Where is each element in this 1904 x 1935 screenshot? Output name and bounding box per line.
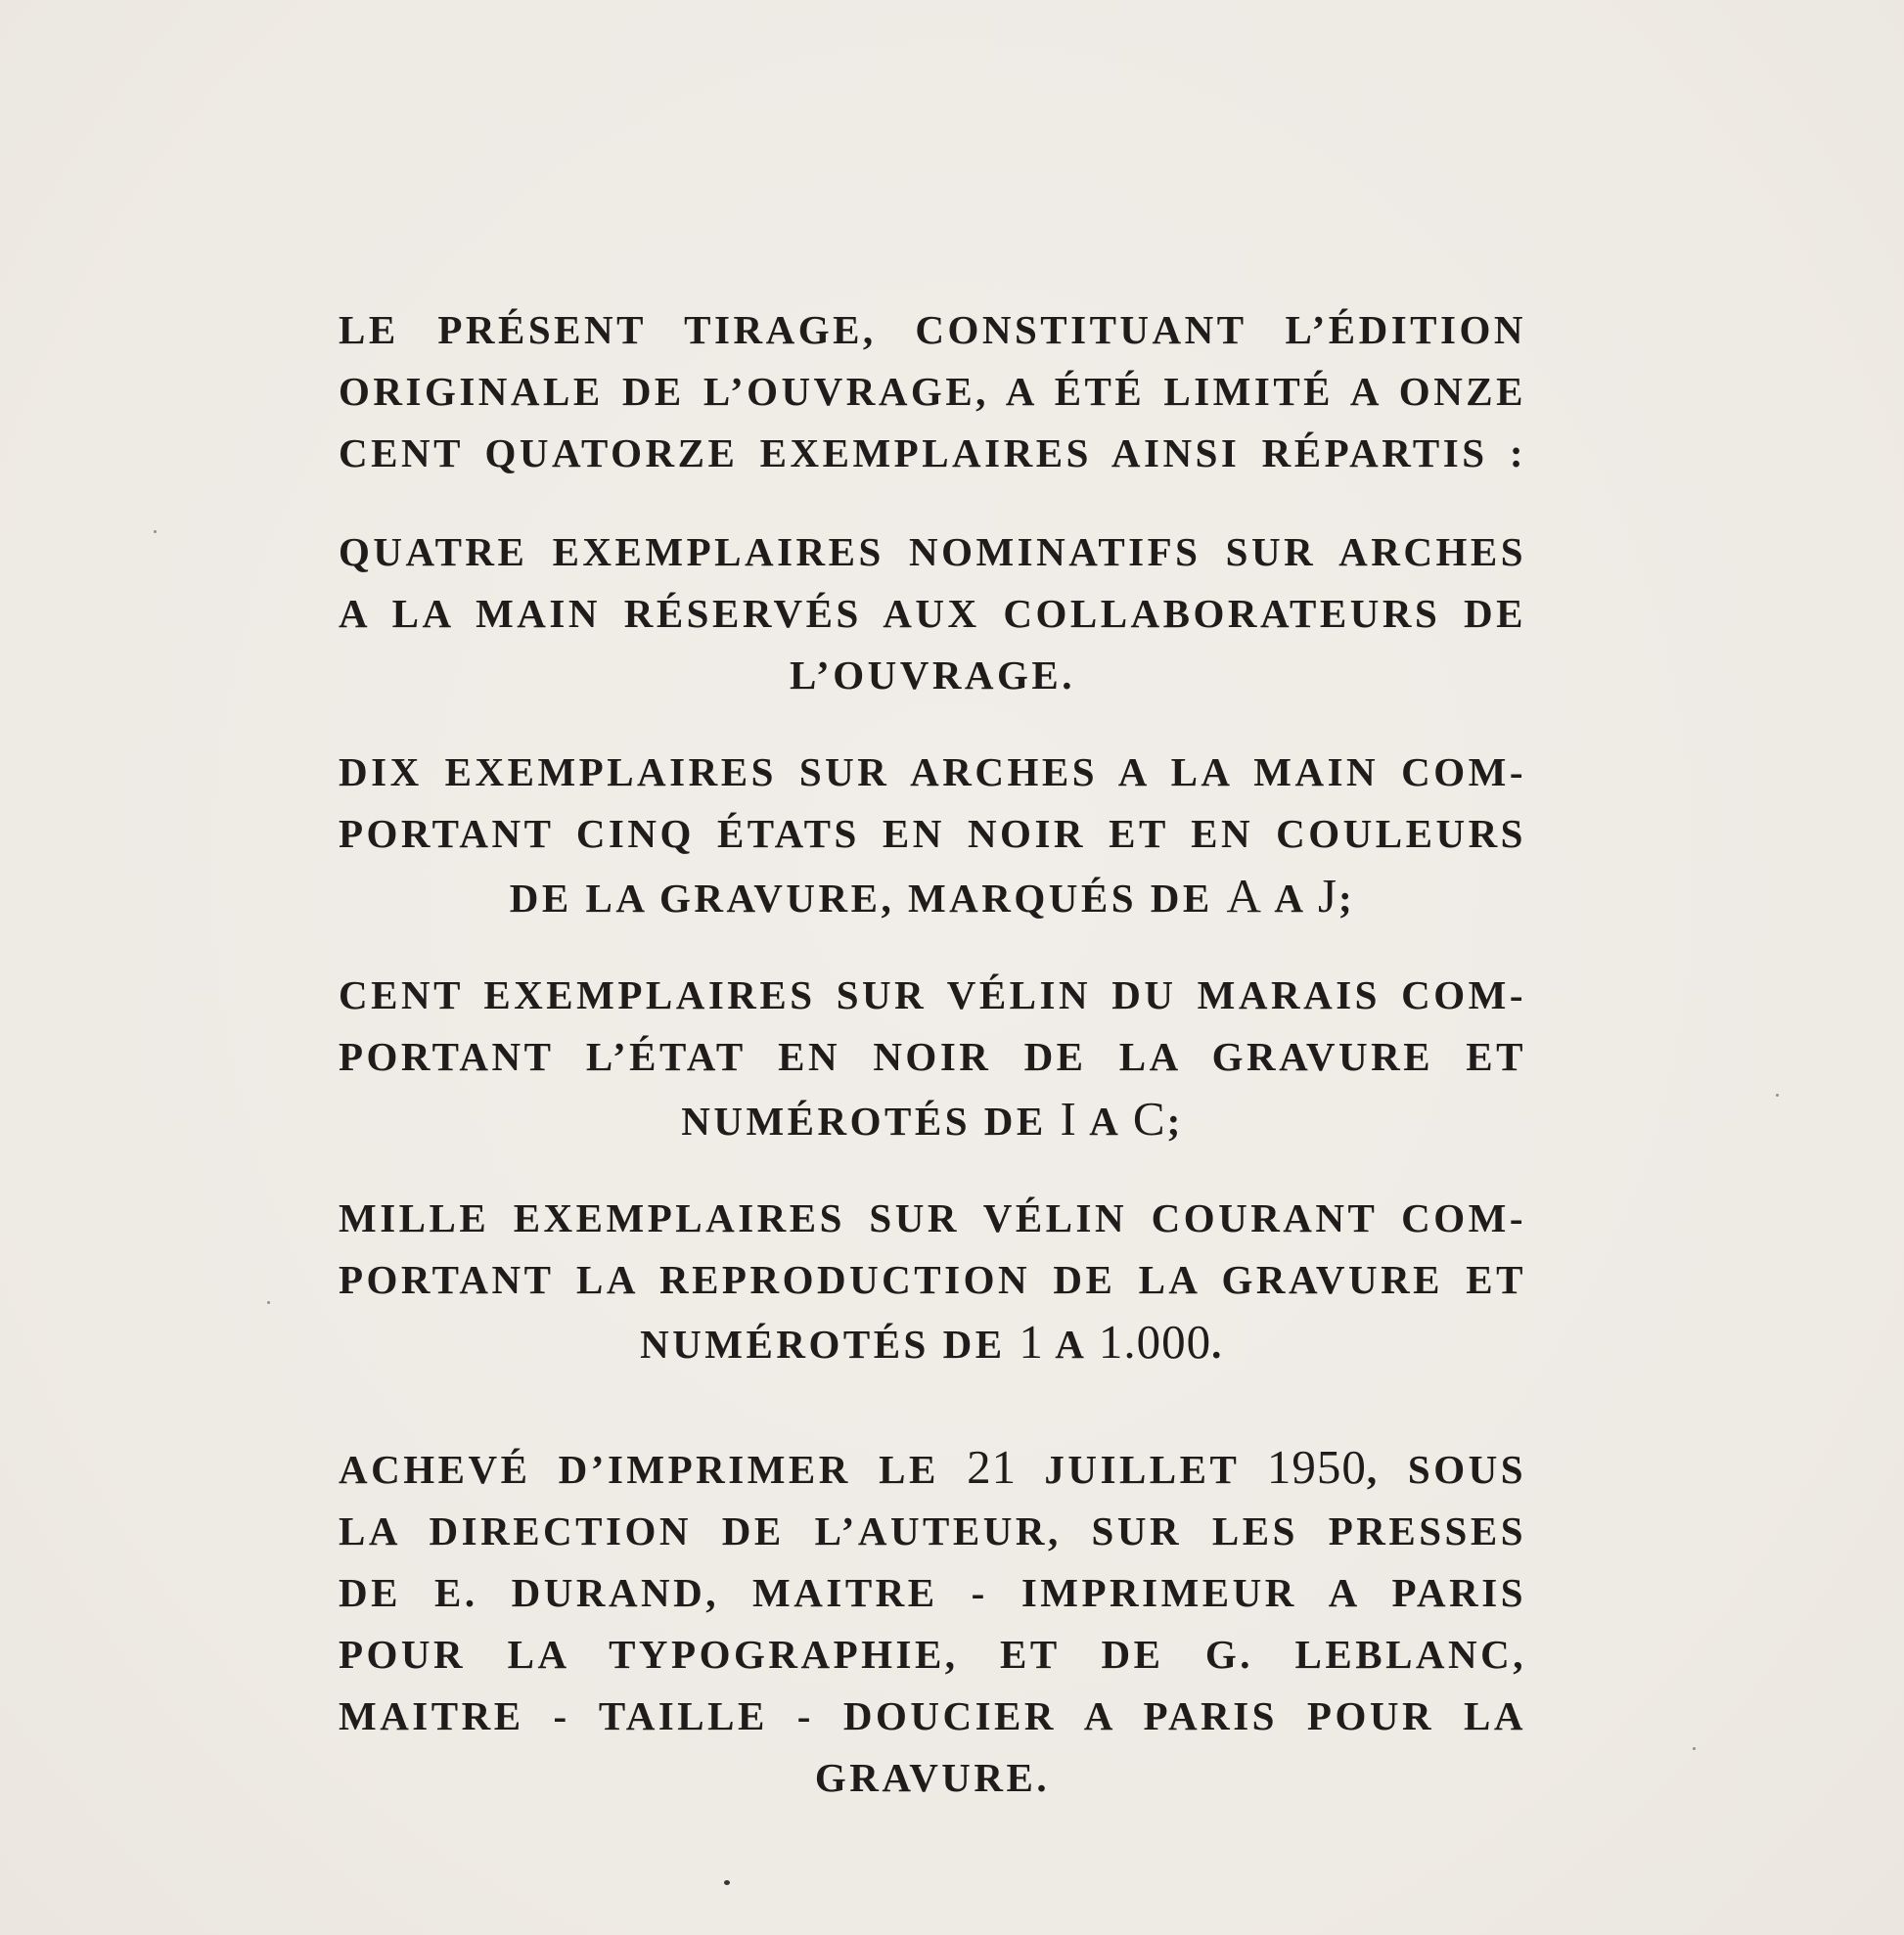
text-line [339,1436,1526,1501]
text-fragment: A [1043,1322,1099,1367]
text-line: ORIGINALE DE L’OUVRAGE, A ÉTÉ LIMITÉ A ONZE [339,369,1526,414]
text-line: DIX EXEMPLAIRES SUR ARCHES A LA MAIN COM- [339,749,1526,794]
paper-speck [267,1301,270,1304]
text-line: LE PRÉSENT TIRAGE, CONSTITUANT L’ÉDITION [339,307,1526,352]
text-line [339,865,1526,929]
letter-range-start: A [1226,869,1263,922]
text-line [339,1088,1526,1152]
number-range-end: 1.000 [1098,1315,1212,1369]
text-fragment: NUMÉROTÉS DE [681,1099,1061,1144]
text-line: MILLE EXEMPLAIRES SUR VÉLIN COURANT COM- [339,1195,1526,1240]
numeral-range-start: I [1060,1092,1078,1146]
text-line: POUR LA TYPOGRAPHIE, ET DE G. LEBLANC, [339,1632,1526,1677]
text-fragment: ACHEVÉ D’IMPRIMER LE [339,1447,968,1492]
punctuation: ; [1166,1099,1184,1144]
numeral-range-end: C [1132,1092,1167,1146]
text-line: LA DIRECTION DE L’AUTEUR, SUR LES PRESSES [339,1508,1526,1553]
paper-speck [1776,1094,1779,1097]
number-range-start: 1 [1019,1315,1044,1369]
arches-copies-paragraph [339,742,1526,929]
print-day: 21 [967,1440,1018,1494]
punctuation: ; [1338,876,1356,921]
print-year: 1950 [1266,1440,1367,1494]
text-line: PORTANT CINQ ÉTATS EN NOIR ET EN COULEURS [339,811,1526,856]
text-line: QUATRE EXEMPLAIRES NOMINATIFS SUR ARCHES [339,529,1526,574]
text-line: PORTANT LA REPRODUCTION DE LA GRAVURE ET [339,1257,1526,1302]
paper-speck [1693,1747,1696,1750]
text-line: MAITRE - TAILLE - DOUCIER A PARIS POUR LA [339,1693,1526,1738]
printing-completion-paragraph [339,1436,1526,1809]
text-line: L’OUVRAGE. [789,652,1076,698]
paper-speck [154,530,157,533]
text-line: CENT EXEMPLAIRES SUR VÉLIN DU MARAIS COM- [339,972,1526,1017]
text-fragment: NUMÉROTÉS DE [640,1322,1020,1367]
marais-copies-paragraph [339,965,1526,1152]
courant-copies-paragraph [339,1188,1526,1375]
paper-speck [724,1880,730,1885]
text-fragment: A [1077,1099,1133,1144]
text-fragment: DE LA GRAVURE, MARQUÉS DE [509,876,1227,921]
nominative-copies-paragraph [339,521,1526,706]
text-fragment: , SOUS [1366,1447,1527,1492]
letter-range-end: J [1317,869,1339,922]
text-fragment: A [1262,876,1318,921]
print-month: JUILLET [1017,1447,1267,1492]
colophon-intro-paragraph [339,299,1526,484]
punctuation: . [1211,1322,1225,1367]
text-line: CENT QUATORZE EXEMPLAIRES AINSI RÉPARTIS : [339,430,1526,475]
text-line [339,1311,1526,1375]
text-line: PORTANT L’ÉTAT EN NOIR DE LA GRAVURE ET [339,1034,1526,1079]
text-line: DE E. DURAND, MAITRE - IMPRIMEUR A PARIS [339,1570,1526,1615]
text-line: A LA MAIN RÉSERVÉS AUX COLLABORATEURS DE [339,591,1526,636]
text-line: GRAVURE. [814,1755,1051,1800]
